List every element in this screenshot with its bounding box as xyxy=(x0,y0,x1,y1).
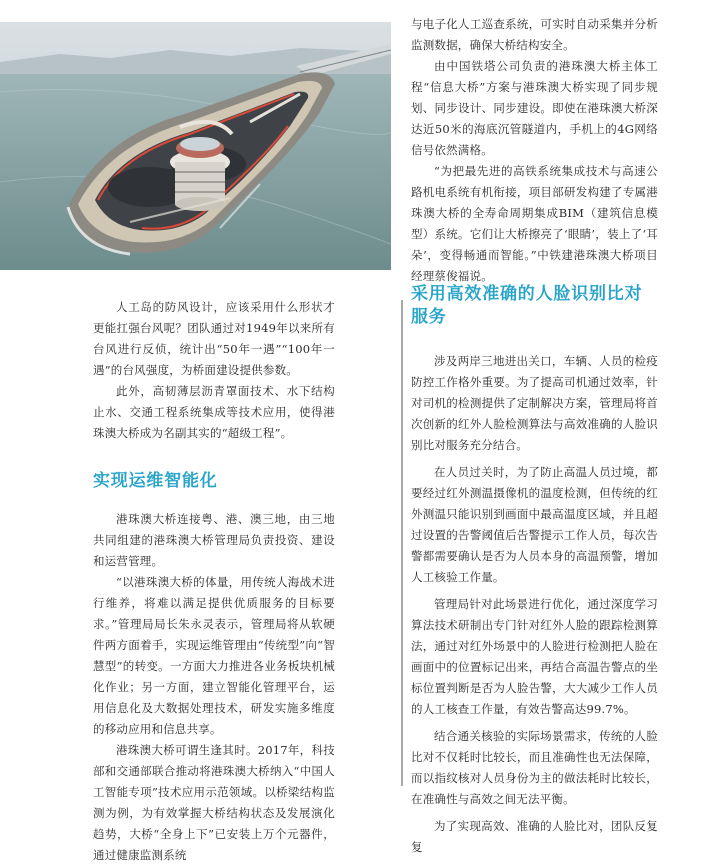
left-column xyxy=(93,297,335,866)
paragraph: 结合通关核验的实际场景需求，传统的人脸比对不仅耗时比较长，而且准确性也无法保障，而以指纹核对人员身份为主的做法耗时比较长，在准确性与高效之间无法平衡。 xyxy=(411,729,658,806)
paragraph: “为把最先进的高铁系统集成技术与高速公路机电系统有机衔接，项目部研发构建了专属港珠澳大桥的全寿命周期集成BIM（建筑信息模型）系统。它们让大桥擦亮了‘眼睛’，装上了‘耳朵’，变得畅通而智能。”中铁建港珠澳大桥项目经理蔡俊福说。 xyxy=(411,164,658,283)
section-heading: 实现运维智能化 xyxy=(93,471,218,491)
paragraph: “以港珠澳大桥的体量，用传统人海战术进行维养，将难以满足提供优质服务的目标要求。”管理局局长朱永灵表示，管理局将从软硬件两方面着手，实现运维管理由“传统型”向“智慧型”的转变。一方面大力推进各业务板块机械化作业；另一方面，建立智能化管理平台，运用信息化及大数据处理技术，研发实施多维度的移动应用和信息共享。 xyxy=(93,575,335,736)
column-divider xyxy=(401,300,403,786)
paragraph: 在人员过关时，为了防止高温人员过境，都要经过红外测温摄像机的温度检测，但传统的红外测温只能识别到画面中最高温度区域，并且超过设置的告警阈值后告警提示工作人员，每次告警都需要确认是否为人员本身的高温预警，增加人工核验工作量。 xyxy=(411,465,658,584)
right-column xyxy=(411,283,658,858)
paragraph: 人工岛的防风设计，应该采用什么形状才更能扛强台风呢？团队通过对1949年以来所有台风进行反侦，统计出“50年一遇”“100年一遇”的台风强度，为桥面建设提供参数。 xyxy=(93,300,335,377)
paragraph: 与电子化人工巡查系统，可实时自动采集并分析监测数据，确保大桥结构安全。 xyxy=(411,17,658,52)
paragraph: 管理局针对此场景进行优化，通过深度学习算法技术研制出专门针对红外人脸的跟踪检测算法，通过对红外场景中的人脸进行检测把人脸在画面中的位置标记出来，再结合高温告警点的坐标位置判断是否为人脸告警，大大减少工作人员的人工核查工作量，有效告警高达99.7%。 xyxy=(411,597,658,716)
paragraph: 此外，高韧薄层沥青罩面技术、水下结构止水、交通工程系统集成等技术应用，使得港珠澳大桥成为名副其实的“超级工程”。 xyxy=(93,384,335,440)
island-bridge-photo xyxy=(0,22,391,270)
paragraph: 涉及两岸三地进出关口，车辆、人员的检疫防控工作格外重要。为了提高司机通过效率，针对司机的检测提供了定制解决方案，管理局将首次创新的红外人脸检测算法与高效准确的人脸识别比对服务充分结合。 xyxy=(411,354,658,452)
paragraph: 港珠澳大桥可谓生逢其时。2017年，科技部和交通部联合推动将港珠澳大桥纳入“中国人工智能专项”技术应用示范领域。以桥梁结构监测为例，为有效掌握大桥结构状态及发展演化趋势，大桥“全身上下”已安装上万个元器件，通过健康监测系统 xyxy=(93,743,335,862)
paragraph: 为了实现高效、准确的人脸比对，团队反复复 xyxy=(411,819,658,854)
right-column-top xyxy=(411,14,658,287)
paragraph: 港珠澳大桥连接粤、港、澳三地，由三地共同组建的港珠澳大桥管理局负责投资、建设和运营管理。 xyxy=(93,512,335,568)
paragraph: 由中国铁塔公司负责的港珠澳大桥主体工程“信息大桥”方案与港珠澳大桥实现了同步规划、同步设计、同步建设。即使在港珠澳大桥深达近50米的海底沉管隧道内，手机上的4G网络信号依然满格。 xyxy=(411,59,658,157)
section-heading: 采用高效准确的人脸识别比对服务 xyxy=(411,284,643,327)
island-bridge-illustration xyxy=(0,22,391,270)
